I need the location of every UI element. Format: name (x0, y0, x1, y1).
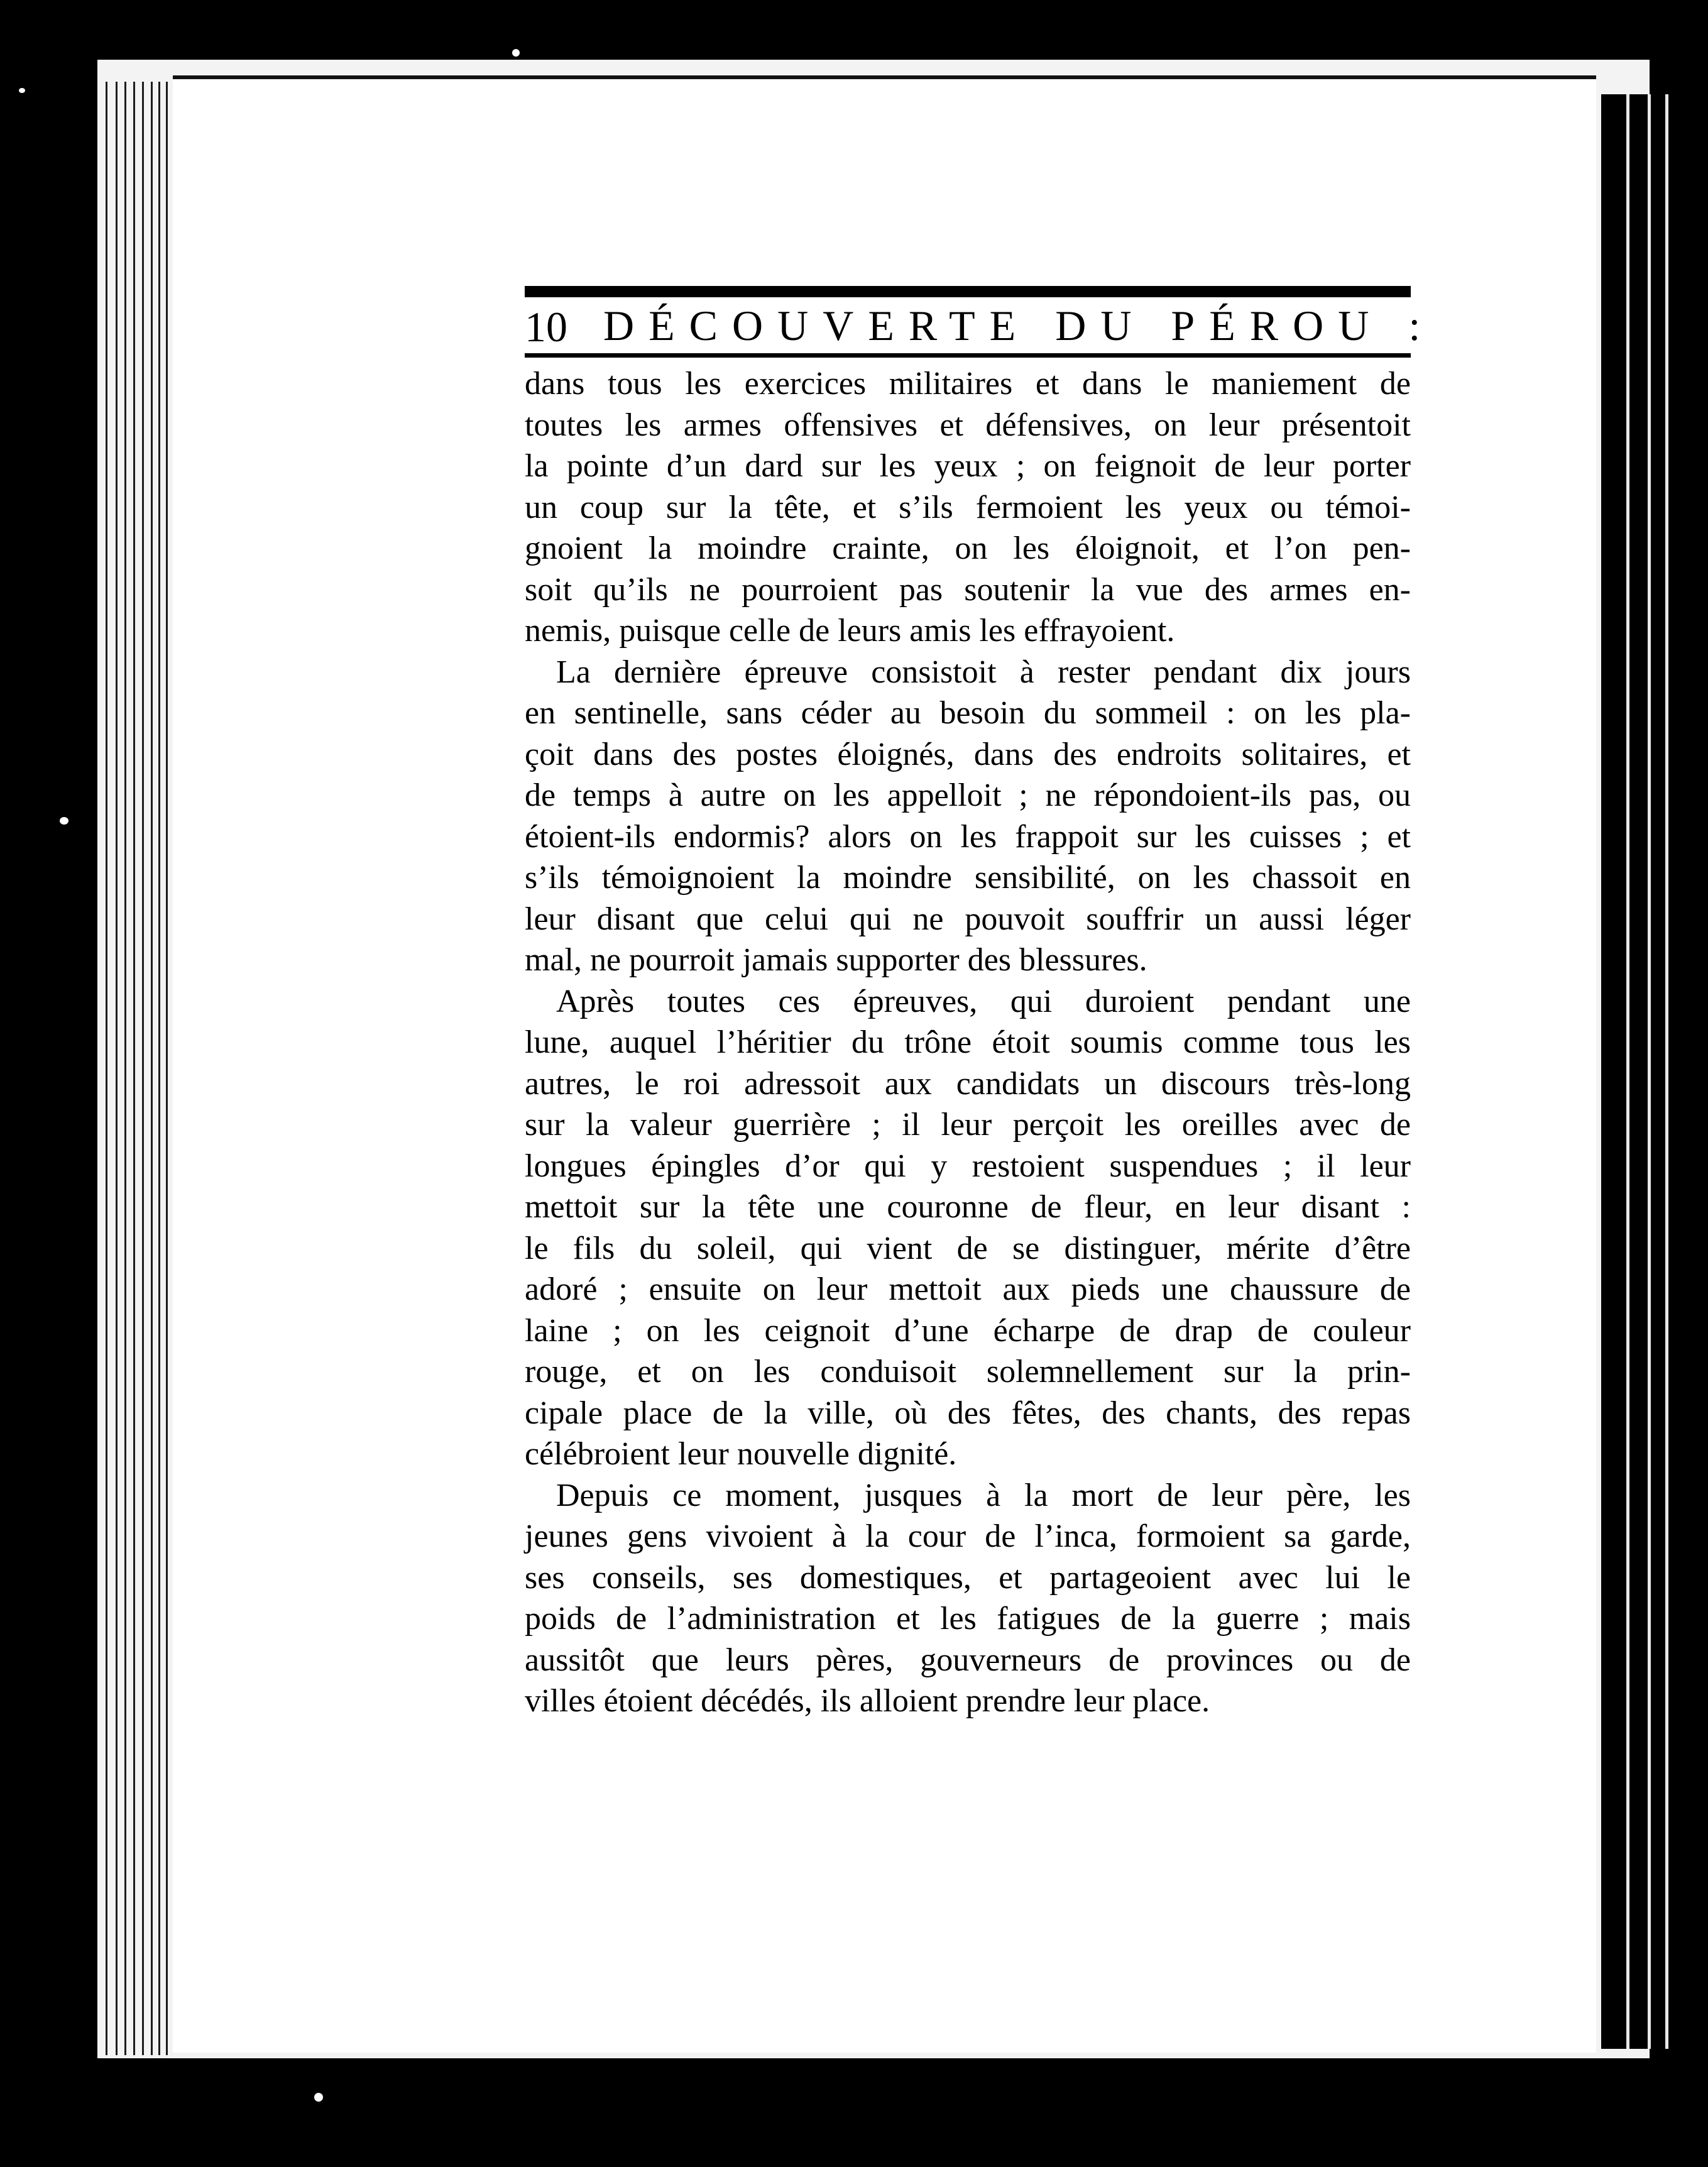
facing-page-edge (1626, 94, 1629, 2049)
facing-page-edge (1648, 94, 1651, 2049)
text-line: ses conseils, ses domestiques, et partageoient avec lui le (525, 1559, 1411, 1596)
text-line: leur disant que celui qui ne pouvoit souffrir un aussi léger (525, 901, 1411, 937)
page-edge (151, 82, 153, 2055)
text-line: villes étoient décédés, ils alloient prendre leur place. (525, 1683, 1210, 1719)
text-line: autres, le roi adressoit aux candidats un discours très-long (525, 1065, 1411, 1102)
text-line: lune, auquel l’héritier du trône étoit soumis comme tous les (525, 1024, 1411, 1060)
text-line: la pointe d’un dard sur les yeux ; on feignoit de leur porter (525, 448, 1411, 484)
text-line: s’ils témoignoient la moindre sensibilité, on les chassoit en (525, 860, 1411, 896)
paragraph (525, 981, 1411, 1475)
text-line: gnoient la moindre crainte, on les éloignoit, et l’on pen- (525, 530, 1411, 566)
page-edge (133, 82, 135, 2055)
page-edge (106, 82, 107, 2055)
page-number: 10 (525, 303, 567, 351)
text-line: longues épingles d’or qui y restoient suspendues ; il leur (525, 1148, 1411, 1184)
text-line: dans tous les exercices militaires et dans le maniement de (525, 366, 1411, 402)
text-line: le fils du soleil, qui vient de se distinguer, mérite d’être (525, 1230, 1411, 1266)
page-edge (124, 82, 126, 2055)
body-text (525, 363, 1411, 1722)
running-head (525, 302, 1435, 351)
text-line: adoré ; ensuite on leur mettoit aux pieds une chaussure de (525, 1271, 1411, 1307)
text-line: soit qu’ils ne pourroient pas soutenir la vue des armes en- (525, 571, 1411, 608)
text-line: mal, ne pourroit jamais supporter des blessures. (525, 942, 1147, 978)
paragraph (525, 1475, 1411, 1722)
text-line: Depuis ce moment, jusques à la mort de leur père, les (556, 1477, 1411, 1513)
page-edge (166, 82, 168, 2055)
paragraph (525, 652, 1411, 981)
text-line: cipale place de la ville, où des fêtes, des chants, des repas (525, 1395, 1411, 1431)
text-line: mettoit sur la tête une couronne de fleur, en leur disant : (525, 1189, 1411, 1225)
paragraph (525, 363, 1411, 652)
text-line: en sentinelle, sans céder au besoin du sommeil : on les pla- (525, 695, 1411, 731)
head-rule-thick (525, 286, 1411, 297)
page-edge (142, 82, 144, 2055)
scan-speck (60, 817, 68, 825)
text-line: poids de l’administration et les fatigues de la guerre ; mais (525, 1601, 1411, 1637)
text-line: laine ; on les ceignoit d’une écharpe de drap de couleur (525, 1312, 1411, 1349)
head-rule-thin (525, 353, 1411, 358)
text-line: La dernière épreuve consistoit à rester pendant dix jours (556, 654, 1411, 690)
scan-speck (314, 2093, 323, 2102)
text-line: aussitôt que leurs pères, gouverneurs de provinces ou de (525, 1642, 1411, 1678)
scan-speck (512, 49, 520, 57)
text-line: de temps à autre on les appelloit ; ne répondoient-ils pas, ou (525, 777, 1411, 813)
text-line: jeunes gens vivoient à la cour de l’inca, formoient sa garde, (525, 1518, 1411, 1554)
text-line: un coup sur la tête, et s’ils fermoient les yeux ou témoi- (525, 489, 1411, 525)
facing-page-edge (1665, 94, 1668, 2049)
text-line: toutes les armes offensives et défensives, on leur présentoit (525, 407, 1411, 443)
text-line: çoit dans des postes éloignés, dans des endroits solitaires, et (525, 736, 1411, 772)
page-edge (116, 82, 118, 2055)
text-line: Après toutes ces épreuves, qui duroient pendant une (556, 983, 1411, 1019)
text-line: célébroient leur nouvelle dignité. (525, 1436, 957, 1472)
running-head-title: DÉCOUVERTE DU PÉROU : (603, 302, 1435, 349)
page-edge (158, 82, 160, 2055)
text-line: nemis, puisque celle de leurs amis les effrayoient. (525, 613, 1175, 649)
scan-speck (19, 88, 25, 93)
text-line: sur la valeur guerrière ; il leur perçoit les oreilles avec de (525, 1107, 1411, 1143)
text-line: étoient-ils endormis? alors on les frappoit sur les cuisses ; et (525, 818, 1411, 855)
text-line: rouge, et on les conduisoit solemnellement sur la prin- (525, 1354, 1411, 1390)
